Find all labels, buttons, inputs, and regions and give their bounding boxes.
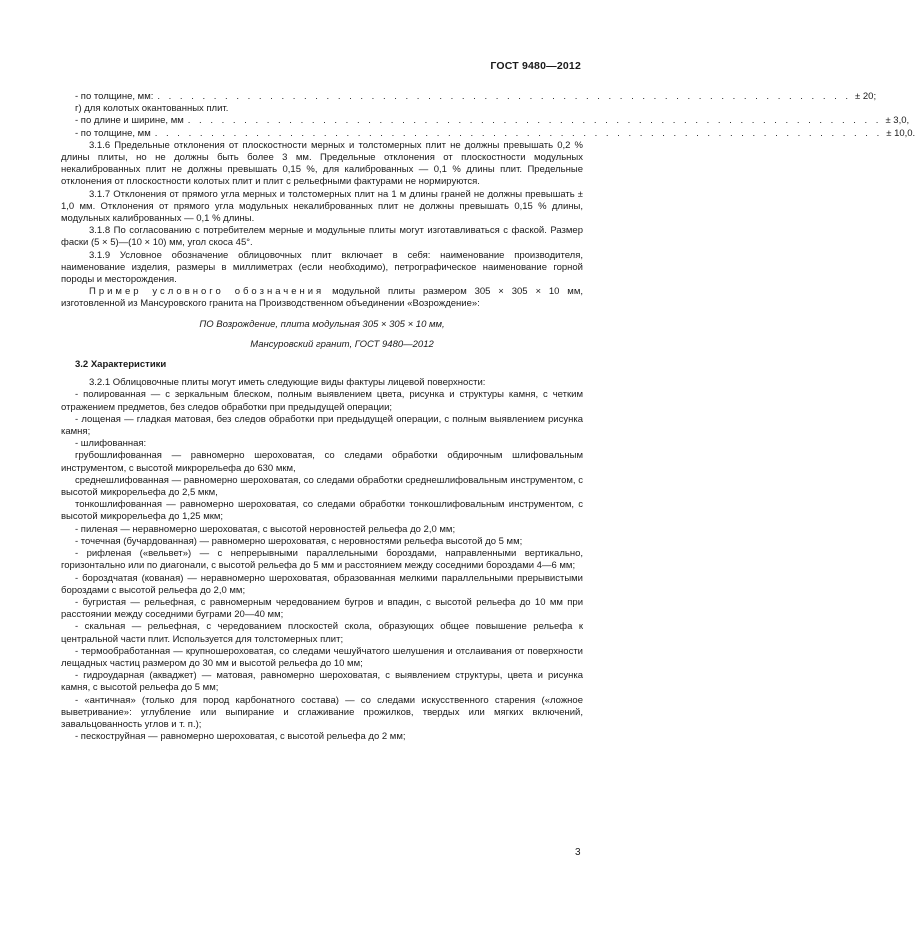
page-number: 3 [575,847,581,858]
list-item-heading: г) для колотых окантованных плит. [75,103,229,115]
sub-list-item: среднешлифованная — равномерно шероховатая, со следами обработки среднешлифовальным инструментом, с высотой микрорельефа до 2,5 мкм, [61,474,583,499]
list-item: - точечная (бучардованная) — равномерно шероховатая, с неровностями рельефа высотой до 5 мм; [75,535,523,547]
paragraph-3-1-6: 3.1.6 Предельные отклонения от плоскостности мерных и толстомерных плит не должны превышать 0,2 % длины плиты, но не должны быть более 3 мм. Предельные отклонения от плоскостности модульных некалиброванных плит не должны превышать 0,15 %, для калиброванных — 0,1 % длины плит. Предельные отклонения от плоскостности колотых плит и плит с рельефными фактурами не нормируются. [61,139,583,188]
leader-dots: . . . . . . . . . . . . . . . . . . . . . . . . . . . . . . . . . . . . . . . . . . . . . . . . . . . . . . . . . . . . . . . . . [154,127,883,139]
example-designation-line-1: ПО Возрождение, плита модульная 305 × 305 × 10 мм, [199,318,445,330]
sub-list-item: грубошлифованная — равномерно шероховатая, со следами обработки обдирочным шлифовальным инструментом, с высотой микрорельефа до 630 мкм, [61,450,583,474]
list-item: - лощеная — гладкая матовая, без следов обработки при предыдущей операции, с полным выявлением рисунка камня; [61,413,583,438]
list-item: - термообработанная — крупношероховатая, со следами чешуйчатого шелушения и отслаивания от поверхности лещадных частиц размером до 30 мм и высотой рельефа до 10 мм; [61,645,583,669]
paragraph-3-2-1: 3.2.1 Облицовочные плиты могут иметь следующие виды фактуры лицевой поверхности: [89,377,486,389]
list-item-label: - по длине и ширине, мм [75,115,184,127]
list-item-thickness-1 [61,91,877,103]
paragraph-3-1-8: 3.1.8 По согласованию с потребителем мерные и модульные плиты могут изготавливаться с фаской. Размер фаски (5 × 5)—(10 × 10) мм, угол скоса 45°. [61,225,583,249]
list-item: - шлифованная: [75,438,147,450]
list-item: - «античная» (только для пород карбонатного состава) — со следами искусственного старения («ложное выветривание»: углубление или выпирание и сглаживание прожилков, твердых или мягких включений, завальцованность углов и т. п.); [61,694,583,730]
section-title: 3.2 Характеристики [75,359,167,371]
list-item: - полированная — с зеркальным блеском, полным выявлением цвета, рисунка и структуры камня, с четким отражением предметов, без следов обработки при предыдущей операции; [61,389,583,413]
list-item-value: ± 10,0. [886,127,915,139]
list-item: - пескоструйная — равномерно шероховатая, с высотой рельефа до 2 мм; [75,731,406,743]
list-item: - пиленая — неравномерно шероховатая, с высотой неровностей рельефа до 2,0 мм; [75,523,456,535]
list-item-value: ± 20; [855,91,877,102]
sub-list-item: тонкошлифованная — равномерно шероховатая, со следами обработки тонкошлифовальным инструментом, с высотой микрорельефа до 1,25 мкм; [61,499,583,523]
example-designation-line-2: Мансуровский гранит, ГОСТ 9480—2012 [250,338,434,350]
example-intro [61,286,583,310]
example-label: Пример условного обозначения [89,286,325,298]
example-description: модульной плиты размером 305 × 305 × 10 мм, изготовленной из Мансуровского гранита на Производственном объединении «Возрождение»: [61,286,583,310]
list-item: - бугристая — рельефная, с равномерным чередованием бугров и впадин, с высотой рельефа до 10 мм при расстоянии между соседними буграми 20—40 мм; [61,596,583,621]
list-item-label: - по толщине, мм: [75,91,154,102]
list-item: - гидроударная (акваджет) — матовая, равномерно шероховатая, с выявлением структуры, цвета и рисунка камня, с высотой рельефа до 5 мм; [61,670,583,694]
surface-finish-list [61,389,583,743]
list-item: - скальная — рельефная, с чередованием плоскостей скола, образующих общее повышение рельефа к центральной части плит. Используется для толстомерных плит; [61,621,583,645]
list-item-thickness-2 [61,127,915,140]
paragraph-3-1-9: 3.1.9 Условное обозначение облицовочных плит включает в себя: наименование производителя, наименование изделия, размеры в миллиметрах (если необходимо), петрографическое наименование горной породы и месторождения. [61,249,583,286]
document-standard-id: ГОСТ 9480—2012 [490,60,581,72]
leader-dots: . . . . . . . . . . . . . . . . . . . . . . . . . . . . . . . . . . . . . . . . . . . . . . . . . . . . . . . . . . . . . . [157,91,852,102]
list-item: - рифленая («вельвет») — с непрерывными параллельными бороздами, направленными вертикально, горизонтально или по диагонали, с высотой рельефа до 5 мм и расстоянием между соседними бороздами 4—6 мм; [61,548,583,572]
list-item-label: - по толщине, мм [75,127,151,139]
list-item: - бороздчатая (кованая) — неравномерно шероховатая, образованная мелкими параллельными прерывистыми бороздами с высотой рельефа до 2,0 мм; [61,572,583,596]
leader-dots: . . . . . . . . . . . . . . . . . . . . . . . . . . . . . . . . . . . . . . . . . . . . . . . . . . . . . . . . . . . . . . [187,115,882,127]
paragraph-3-1-7: 3.1.7 Отклонения от прямого угла мерных и толстомерных плит на 1 м длины граней не должны превышать ± 1,0 мм. Отклонения от прямого угла модульных некалиброванных плит не должны превышать 0,15 % длины, модульных калиброванных — 0,1 % длины. [61,188,583,225]
list-item-length-width [61,115,910,127]
list-item-value: ± 3,0, [885,115,910,127]
document-body [61,91,915,743]
